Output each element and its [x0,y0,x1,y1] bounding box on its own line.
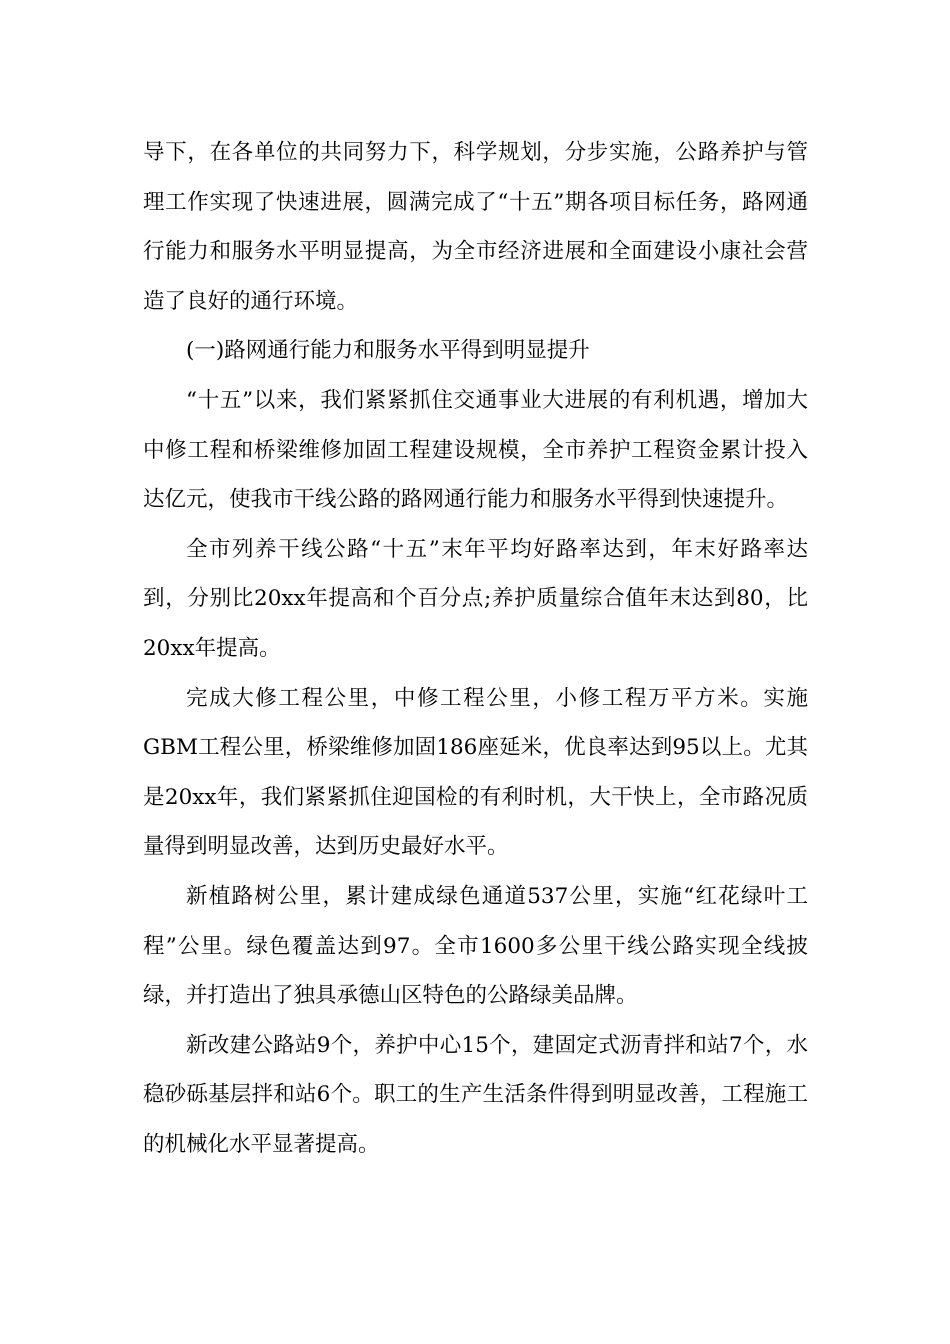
paragraph: 完成大修工程公里，中修工程公里，小修工程万平方米。实施GBM工程公里，桥梁维修加固186座延米，优良率达到95以上。尤其是20xx年，我们紧紧抓住迎国检的有利时机，大干快上，全市路况质量得到明显改善，达到历史最好水平。 [143,685,808,860]
paragraph: 全市列养干线公路“十五”末年平均好路率达到，年末好路率达到，分别比20xx年提高和个百分点;养护质量综合值年末达到80，比20xx年提高。 [143,536,808,661]
paragraph: 新改建公路站9个，养护中心15个，建固定式沥青拌和站7个，水稳砂砾基层拌和站6个。职工的生产生活条件得到明显改善，工程施工的机械化水平显著提高。 [143,1032,808,1157]
section-heading: (一)路网通行能力和服务水平得到明显提升 [186,338,590,364]
document-body [143,128,808,1169]
paragraph: “十五”以来，我们紧紧抓住交通事业大进展的有利机遇，增加大中修工程和桥梁维修加固工程建设规模，全市养护工程资金累计投入达亿元，使我市干线公路的路网通行能力和服务水平得到快速提升。 [143,387,808,513]
paragraph: 新植路树公里，累计建成绿色通道537公里，实施“红花绿叶工程”公里。绿色覆盖达到97。全市1600多公里干线公路实现全线披绿，并打造出了独具承德山区特色的公路绿美品牌。 [143,883,808,1009]
paragraph-continuation: 导下，在各单位的共同努力下，科学规划，分步实施，公路养护与管理工作实现了快速进展，圆满完成了“十五”期各项目标任务，路网通行能力和服务水平明显提高，为全市经济进展和全面建设小康社会营造了良好的通行环境。 [143,140,808,314]
